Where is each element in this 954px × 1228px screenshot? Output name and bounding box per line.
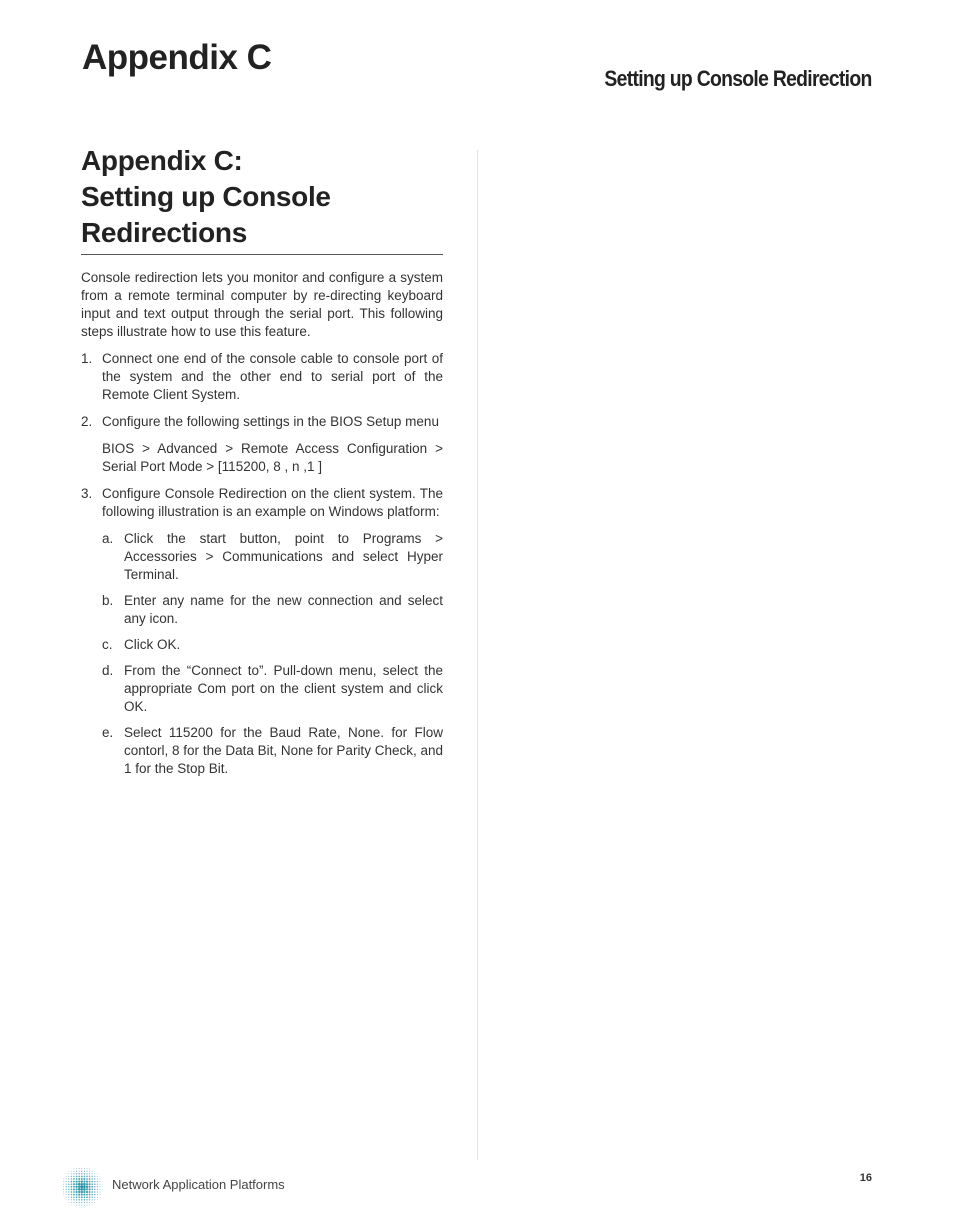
substep-item [102, 636, 443, 654]
logo-dot [94, 1178, 95, 1179]
logo-dot [66, 1197, 67, 1198]
logo-dot [66, 1186, 67, 1187]
logo-dot [91, 1196, 92, 1197]
logo-dot [81, 1205, 82, 1206]
logo-dot [71, 1196, 72, 1197]
substep-item [102, 592, 443, 628]
substep-text: From the “Connect to”. Pull-down menu, select the appropriate Com port on the client system and click OK. [124, 663, 443, 714]
logo-dot [75, 1186, 77, 1188]
logo-dot [71, 1205, 72, 1206]
logo-dot [73, 1173, 74, 1174]
logo-dot [94, 1197, 95, 1198]
logo-dot [68, 1186, 69, 1187]
logo-dot [71, 1202, 72, 1203]
logo-dot [81, 1178, 83, 1180]
logo-dot [99, 1189, 100, 1190]
logo-dot [86, 1199, 87, 1200]
logo-dot [83, 1191, 85, 1193]
logo-dot [73, 1202, 74, 1203]
logo-dot [86, 1178, 88, 1180]
logo-dot [89, 1181, 91, 1183]
step-item [81, 350, 443, 404]
step-number: 2. [81, 414, 93, 429]
logo-dot [76, 1183, 78, 1185]
logo-dot [86, 1171, 87, 1172]
logo-dot [68, 1191, 69, 1192]
logo-dot [71, 1189, 73, 1191]
footer-text: Network Application Platforms [112, 1177, 285, 1192]
logo-dot [94, 1189, 96, 1191]
logo-dot [79, 1171, 80, 1172]
logo-dot [102, 1184, 103, 1185]
substep-letter: c. [102, 637, 113, 652]
logo-dot [97, 1176, 98, 1177]
logo-dot [83, 1178, 85, 1180]
logo-dot [71, 1199, 72, 1200]
logo-dot [89, 1202, 90, 1203]
substep-text: Select 115200 for the Baud Rate, None. for Flow contorl, 8 for the Data Bit, None for Parity Check, and 1 for the Stop Bit. [124, 725, 443, 776]
logo-dot [87, 1205, 88, 1206]
logo-dot [97, 1199, 98, 1200]
logo-dot [91, 1183, 93, 1185]
steps-list [81, 350, 443, 778]
logo-dot [91, 1189, 93, 1191]
logo-dot [81, 1202, 82, 1203]
logo-dot [81, 1175, 83, 1177]
logo-dot [94, 1202, 95, 1203]
logo-dot [91, 1186, 93, 1188]
logo-dot [68, 1197, 69, 1198]
logo-dot [76, 1196, 78, 1198]
logo-dot [76, 1173, 77, 1174]
logo-dot [81, 1171, 82, 1172]
step-text: Configure the following settings in the BIOS Setup menu [102, 414, 439, 429]
logo-dot [71, 1183, 73, 1185]
logo-dot [73, 1188, 75, 1190]
logo-dot [97, 1181, 98, 1182]
logo-dot [73, 1183, 75, 1185]
logo-dot [66, 1173, 67, 1174]
logo-dot [68, 1171, 69, 1172]
logo-dot [83, 1181, 85, 1183]
substep-letter: b. [102, 593, 114, 608]
logo-dot [89, 1183, 91, 1185]
substep-item [102, 724, 443, 778]
logo-dot [89, 1205, 90, 1206]
column-divider [477, 150, 478, 1160]
logo-dot [78, 1186, 80, 1188]
logo-dot [78, 1194, 80, 1196]
logo-dot [66, 1179, 67, 1180]
logo-dot [86, 1196, 88, 1198]
logo-dot [81, 1183, 83, 1185]
logo-dot [97, 1173, 98, 1174]
step-text: Configure Console Redirection on the client system. The following illustration is an example on Windows platform: [102, 486, 443, 519]
logo-dot [100, 1192, 101, 1193]
logo-dot [76, 1202, 77, 1203]
logo-dot [81, 1196, 83, 1198]
logo-dot [84, 1196, 86, 1198]
logo-dot [71, 1176, 72, 1177]
section-heading [81, 143, 443, 255]
logo-dot [89, 1194, 91, 1196]
logo-dot [80, 1185, 83, 1188]
logo-dot [97, 1184, 98, 1185]
logo-dot [68, 1202, 69, 1203]
logo-dot [71, 1173, 72, 1174]
logo-dot [63, 1186, 64, 1187]
logo-dot [66, 1189, 67, 1190]
substep-text: Click OK. [124, 637, 181, 652]
logo-dot [71, 1171, 72, 1172]
logo-dot [84, 1171, 85, 1172]
logo-dot [83, 1183, 86, 1186]
logo-dot [71, 1194, 72, 1195]
logo-dot [79, 1204, 80, 1205]
logo-dot [94, 1176, 95, 1177]
logo-dot [100, 1197, 101, 1198]
logo-dot [81, 1173, 82, 1174]
logo-dot [63, 1179, 64, 1180]
logo-dot [74, 1205, 75, 1206]
logo-dot [76, 1176, 78, 1178]
logo-dot [91, 1178, 93, 1180]
logo-dot [102, 1186, 103, 1187]
logo-dot [76, 1171, 77, 1172]
logo-dot [68, 1173, 69, 1174]
logo-dot [89, 1191, 91, 1193]
logo-dot [78, 1196, 80, 1198]
logo-dot [63, 1189, 64, 1190]
logo-dot [68, 1183, 70, 1185]
logo-dot [78, 1188, 81, 1191]
logo-dot [102, 1189, 103, 1190]
logo-dot [84, 1207, 85, 1208]
logo-dot [78, 1181, 80, 1183]
logo-dot [89, 1173, 90, 1174]
step-number: 3. [81, 486, 93, 501]
logo-dot [89, 1196, 91, 1198]
logo-dot [63, 1192, 64, 1193]
logo-dot [83, 1186, 86, 1189]
logo-dot [89, 1176, 90, 1177]
intro-paragraph: Console redirection lets you monitor and configure a system from a remote terminal computer by re-directing keyboard input and text output through the serial port. This following steps illustrate how to use this feature. [81, 270, 443, 339]
logo-dot [63, 1181, 64, 1182]
logo-dot [89, 1186, 91, 1188]
logo-dot [100, 1176, 101, 1177]
logo-dot [86, 1202, 87, 1203]
logo-dot [94, 1186, 96, 1188]
logo-dot [74, 1168, 75, 1169]
logo-dot [97, 1186, 98, 1187]
substep-text: Enter any name for the new connection and select any icon. [124, 593, 443, 626]
logo-dot [97, 1197, 98, 1198]
logo-dot [76, 1178, 78, 1180]
logo-dot [76, 1194, 78, 1196]
logo-dot [78, 1176, 80, 1178]
logo-dot [84, 1199, 86, 1201]
logo-dot [83, 1193, 85, 1195]
substep-letter: a. [102, 531, 114, 546]
logo-dot [74, 1171, 75, 1172]
logo-dot [76, 1188, 78, 1190]
logo-dot [100, 1181, 101, 1182]
logo-dot [94, 1173, 95, 1174]
logo-dot [97, 1189, 98, 1190]
logo-dot [73, 1194, 75, 1196]
logo-dot [84, 1173, 86, 1175]
substep-text: Click the start button, point to Programs > Accessories > Communications and select Hyper Terminal. [124, 531, 443, 582]
logo-dot [92, 1173, 93, 1174]
logo-dot [91, 1176, 92, 1177]
logo-dot [73, 1186, 75, 1188]
logo-dot [89, 1199, 90, 1200]
logo-dot [68, 1199, 69, 1200]
logo-dot [78, 1183, 81, 1186]
logo-dot [86, 1191, 88, 1193]
logo-dot [76, 1205, 77, 1206]
logo-dot [78, 1178, 80, 1180]
logo-dot [71, 1181, 73, 1183]
logo-dot [71, 1178, 72, 1179]
logo-dot [73, 1178, 75, 1180]
logo-dot [84, 1176, 86, 1178]
logo-dot [73, 1181, 75, 1183]
step-item [81, 485, 443, 778]
page-number: 16 [859, 1172, 872, 1184]
logo-dot [73, 1176, 74, 1177]
logo-dot [91, 1191, 93, 1193]
logo-dot [76, 1168, 77, 1169]
main-content [81, 143, 443, 787]
logo-dot [91, 1194, 93, 1196]
logo-dot [86, 1173, 87, 1174]
section-header-title: Setting up Console Redirection [604, 66, 872, 91]
logo-dot [68, 1178, 69, 1179]
logo-dot [94, 1199, 95, 1200]
logo-dot [66, 1191, 67, 1192]
logo-dot [87, 1168, 88, 1169]
logo-dot [76, 1199, 77, 1200]
substep-letter: e. [102, 725, 114, 740]
logo-dot [89, 1178, 91, 1180]
logo-dot [78, 1191, 80, 1193]
logo-dot [100, 1186, 101, 1187]
logo-dot [86, 1180, 88, 1182]
logo-dot [66, 1194, 67, 1195]
logo-dot [78, 1173, 80, 1175]
section-heading-line: Appendix C: [81, 145, 243, 176]
logo-dot [79, 1168, 80, 1169]
bios-path: BIOS > Advanced > Remote Access Configuration > Serial Port Mode > [115200, 8 , n ,1 ] [102, 441, 443, 474]
logo-dot [84, 1168, 85, 1169]
logo-dot [92, 1199, 93, 1200]
logo-dot [94, 1191, 95, 1192]
logo-dot [81, 1180, 83, 1182]
logo-dot [68, 1194, 69, 1195]
logo-dot [66, 1176, 67, 1177]
logo-dot [86, 1176, 88, 1178]
logo-dot [83, 1188, 86, 1191]
substep-letter: d. [102, 663, 114, 678]
logo-dot [86, 1188, 88, 1190]
logo-dot [73, 1191, 75, 1193]
logo-dot [100, 1179, 101, 1180]
logo-dot [86, 1186, 89, 1189]
logo-dot [84, 1202, 85, 1203]
logo-dot [75, 1191, 77, 1193]
logo-dot [68, 1176, 69, 1177]
substep-item [102, 530, 443, 584]
logo-dot [86, 1194, 88, 1196]
logo-dot [63, 1194, 64, 1195]
logo-dot [89, 1168, 90, 1169]
logo-dot [70, 1186, 72, 1188]
logo-dot [81, 1191, 84, 1194]
section-heading-line: Redirections [81, 217, 247, 248]
logo-dot [92, 1171, 93, 1172]
step-item [81, 413, 443, 476]
step-text: Connect one end of the console cable to console port of the system and the other end to serial port of the Remote Client System. [102, 351, 443, 402]
logo-dot [97, 1178, 98, 1179]
logo-dot [78, 1199, 80, 1201]
dotted-globe-logo-icon [60, 1165, 104, 1209]
logo-dot [68, 1181, 69, 1182]
logo-dot [81, 1199, 83, 1201]
logo-dot [86, 1183, 88, 1185]
substep-item [102, 662, 443, 716]
logo-dot [79, 1207, 80, 1208]
logo-dot [91, 1181, 93, 1183]
logo-dot [81, 1168, 82, 1169]
logo-dot [88, 1188, 90, 1190]
logo-dot [68, 1189, 70, 1191]
page-header-title: Appendix C [82, 38, 272, 77]
logo-dot [92, 1205, 93, 1206]
section-heading-line: Setting up Console [81, 181, 331, 212]
logo-dot [100, 1194, 101, 1195]
logo-dot [99, 1184, 100, 1185]
logo-dot [97, 1191, 98, 1192]
logo-dot [71, 1191, 73, 1193]
logo-dot [73, 1199, 74, 1200]
logo-dot [84, 1204, 85, 1205]
logo-dot [94, 1194, 95, 1195]
logo-dot [94, 1183, 96, 1185]
logo-dot [73, 1196, 75, 1198]
logo-dot [76, 1181, 78, 1183]
logo-dot [94, 1181, 95, 1182]
logo-dot [97, 1194, 98, 1195]
logo-dot [81, 1194, 83, 1196]
logo-dot [89, 1171, 90, 1172]
logo-dot [66, 1199, 67, 1200]
logo-dot [66, 1181, 67, 1182]
logo-dot [81, 1207, 82, 1208]
logo-dot [94, 1171, 95, 1172]
logo-dot [92, 1202, 93, 1203]
step-number: 1. [81, 351, 93, 366]
logo-dot [81, 1188, 84, 1191]
logo-dot [79, 1202, 80, 1203]
substeps-list [102, 530, 443, 778]
logo-dot [66, 1184, 67, 1185]
logo-dot [63, 1184, 64, 1185]
